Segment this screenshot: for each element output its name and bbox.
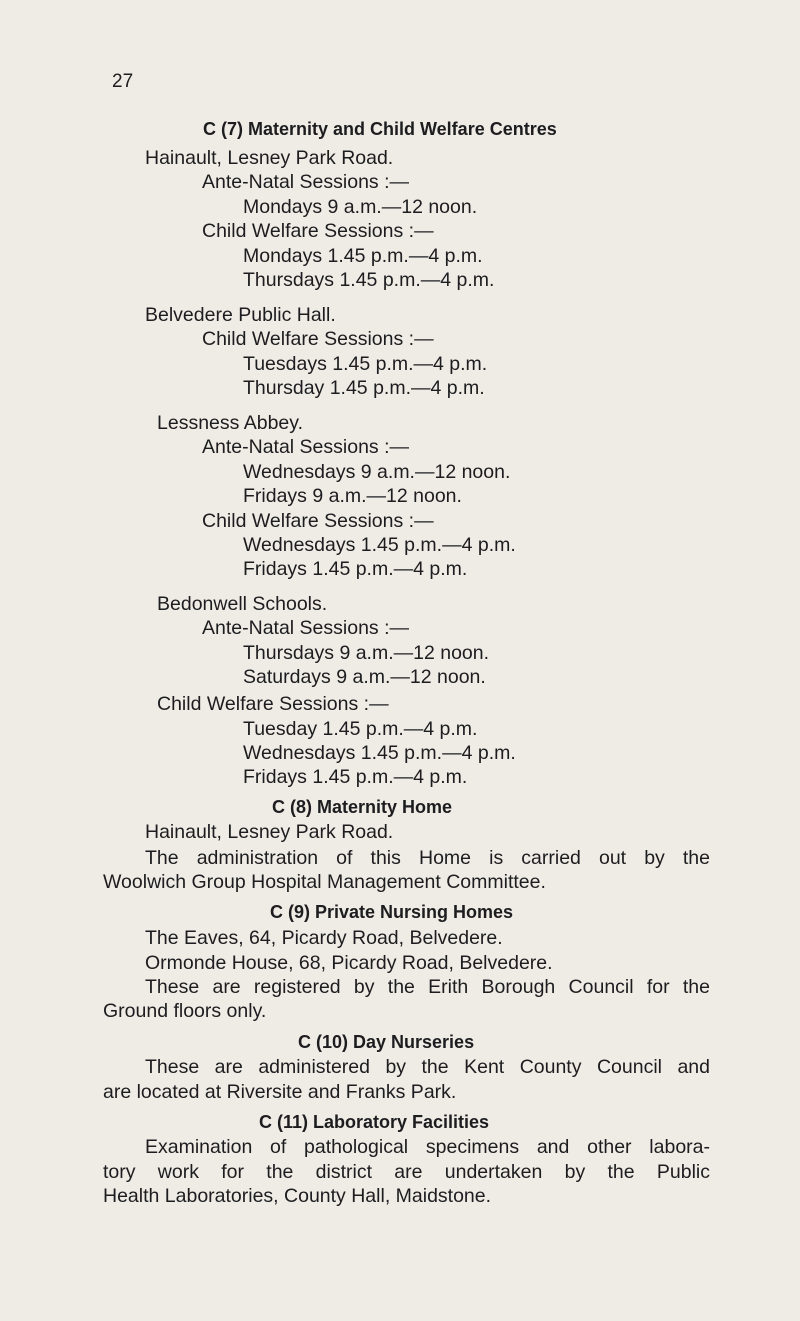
session-time: Mondays 9 a.m.—12 noon. <box>243 196 478 218</box>
centre-name: Belvedere Public Hall. <box>145 304 336 326</box>
body-line: are located at Riversite and Franks Park. <box>103 1081 457 1103</box>
session-type: Ante-Natal Sessions :— <box>202 617 410 639</box>
body-line: Woolwich Group Hospital Management Committee. <box>103 871 546 893</box>
session-time: Tuesday 1.45 p.m.—4 p.m. <box>243 718 478 740</box>
session-time: Thursday 1.45 p.m.—4 p.m. <box>243 377 485 399</box>
body-line: Ground floors only. <box>103 1000 267 1022</box>
body-line: Hainault, Lesney Park Road. <box>145 821 394 843</box>
body-line: Health Laboratories, County Hall, Maidstone. <box>103 1185 492 1207</box>
body-line: These are administered by the Kent County Council and <box>145 1056 710 1078</box>
session-time: Tuesdays 1.45 p.m.—4 p.m. <box>243 353 488 375</box>
body-line: The administration of this Home is carried out by the <box>145 847 710 869</box>
body-line: The Eaves, 64, Picardy Road, Belvedere. <box>145 927 503 949</box>
session-time: Wednesdays 9 a.m.—12 noon. <box>243 461 511 483</box>
session-time: Wednesdays 1.45 p.m.—4 p.m. <box>243 742 516 764</box>
body-line: Examination of pathological specimens and other labora- <box>145 1136 710 1158</box>
session-time: Saturdays 9 a.m.—12 noon. <box>243 666 486 688</box>
session-type: Child Welfare Sessions :— <box>202 510 434 532</box>
session-type: Child Welfare Sessions :— <box>202 328 434 350</box>
page-number: 27 <box>112 71 134 92</box>
session-type: Child Welfare Sessions :— <box>157 693 389 715</box>
section-heading-c8: C (8) Maternity Home <box>272 797 453 817</box>
session-time: Wednesdays 1.45 p.m.—4 p.m. <box>243 534 516 556</box>
session-type: Child Welfare Sessions :— <box>202 220 434 242</box>
centre-name: Bedonwell Schools. <box>157 593 328 615</box>
session-time: Fridays 9 a.m.—12 noon. <box>243 485 462 507</box>
section-heading-c9: C (9) Private Nursing Homes <box>270 902 514 922</box>
section-heading-c7: C (7) Maternity and Child Welfare Centres <box>203 119 557 139</box>
session-type: Ante-Natal Sessions :— <box>202 436 410 458</box>
body-line: tory work for the district are undertaken by the Public <box>103 1161 710 1183</box>
session-time: Thursdays 9 a.m.—12 noon. <box>243 642 490 664</box>
session-time: Fridays 1.45 p.m.—4 p.m. <box>243 766 468 788</box>
session-time: Fridays 1.45 p.m.—4 p.m. <box>243 558 468 580</box>
body-line: Ormonde House, 68, Picardy Road, Belvedere. <box>145 952 553 974</box>
session-time: Thursdays 1.45 p.m.—4 p.m. <box>243 269 495 291</box>
section-heading-c10: C (10) Day Nurseries <box>298 1032 475 1052</box>
body-line: These are registered by the Erith Borough Council for the <box>145 976 710 998</box>
section-heading-c11: C (11) Laboratory Facilities <box>259 1112 490 1132</box>
session-type: Ante-Natal Sessions :— <box>202 171 410 193</box>
centre-name: Hainault, Lesney Park Road. <box>145 147 394 169</box>
session-time: Mondays 1.45 p.m.—4 p.m. <box>243 245 483 267</box>
centre-name: Lessness Abbey. <box>157 412 303 434</box>
